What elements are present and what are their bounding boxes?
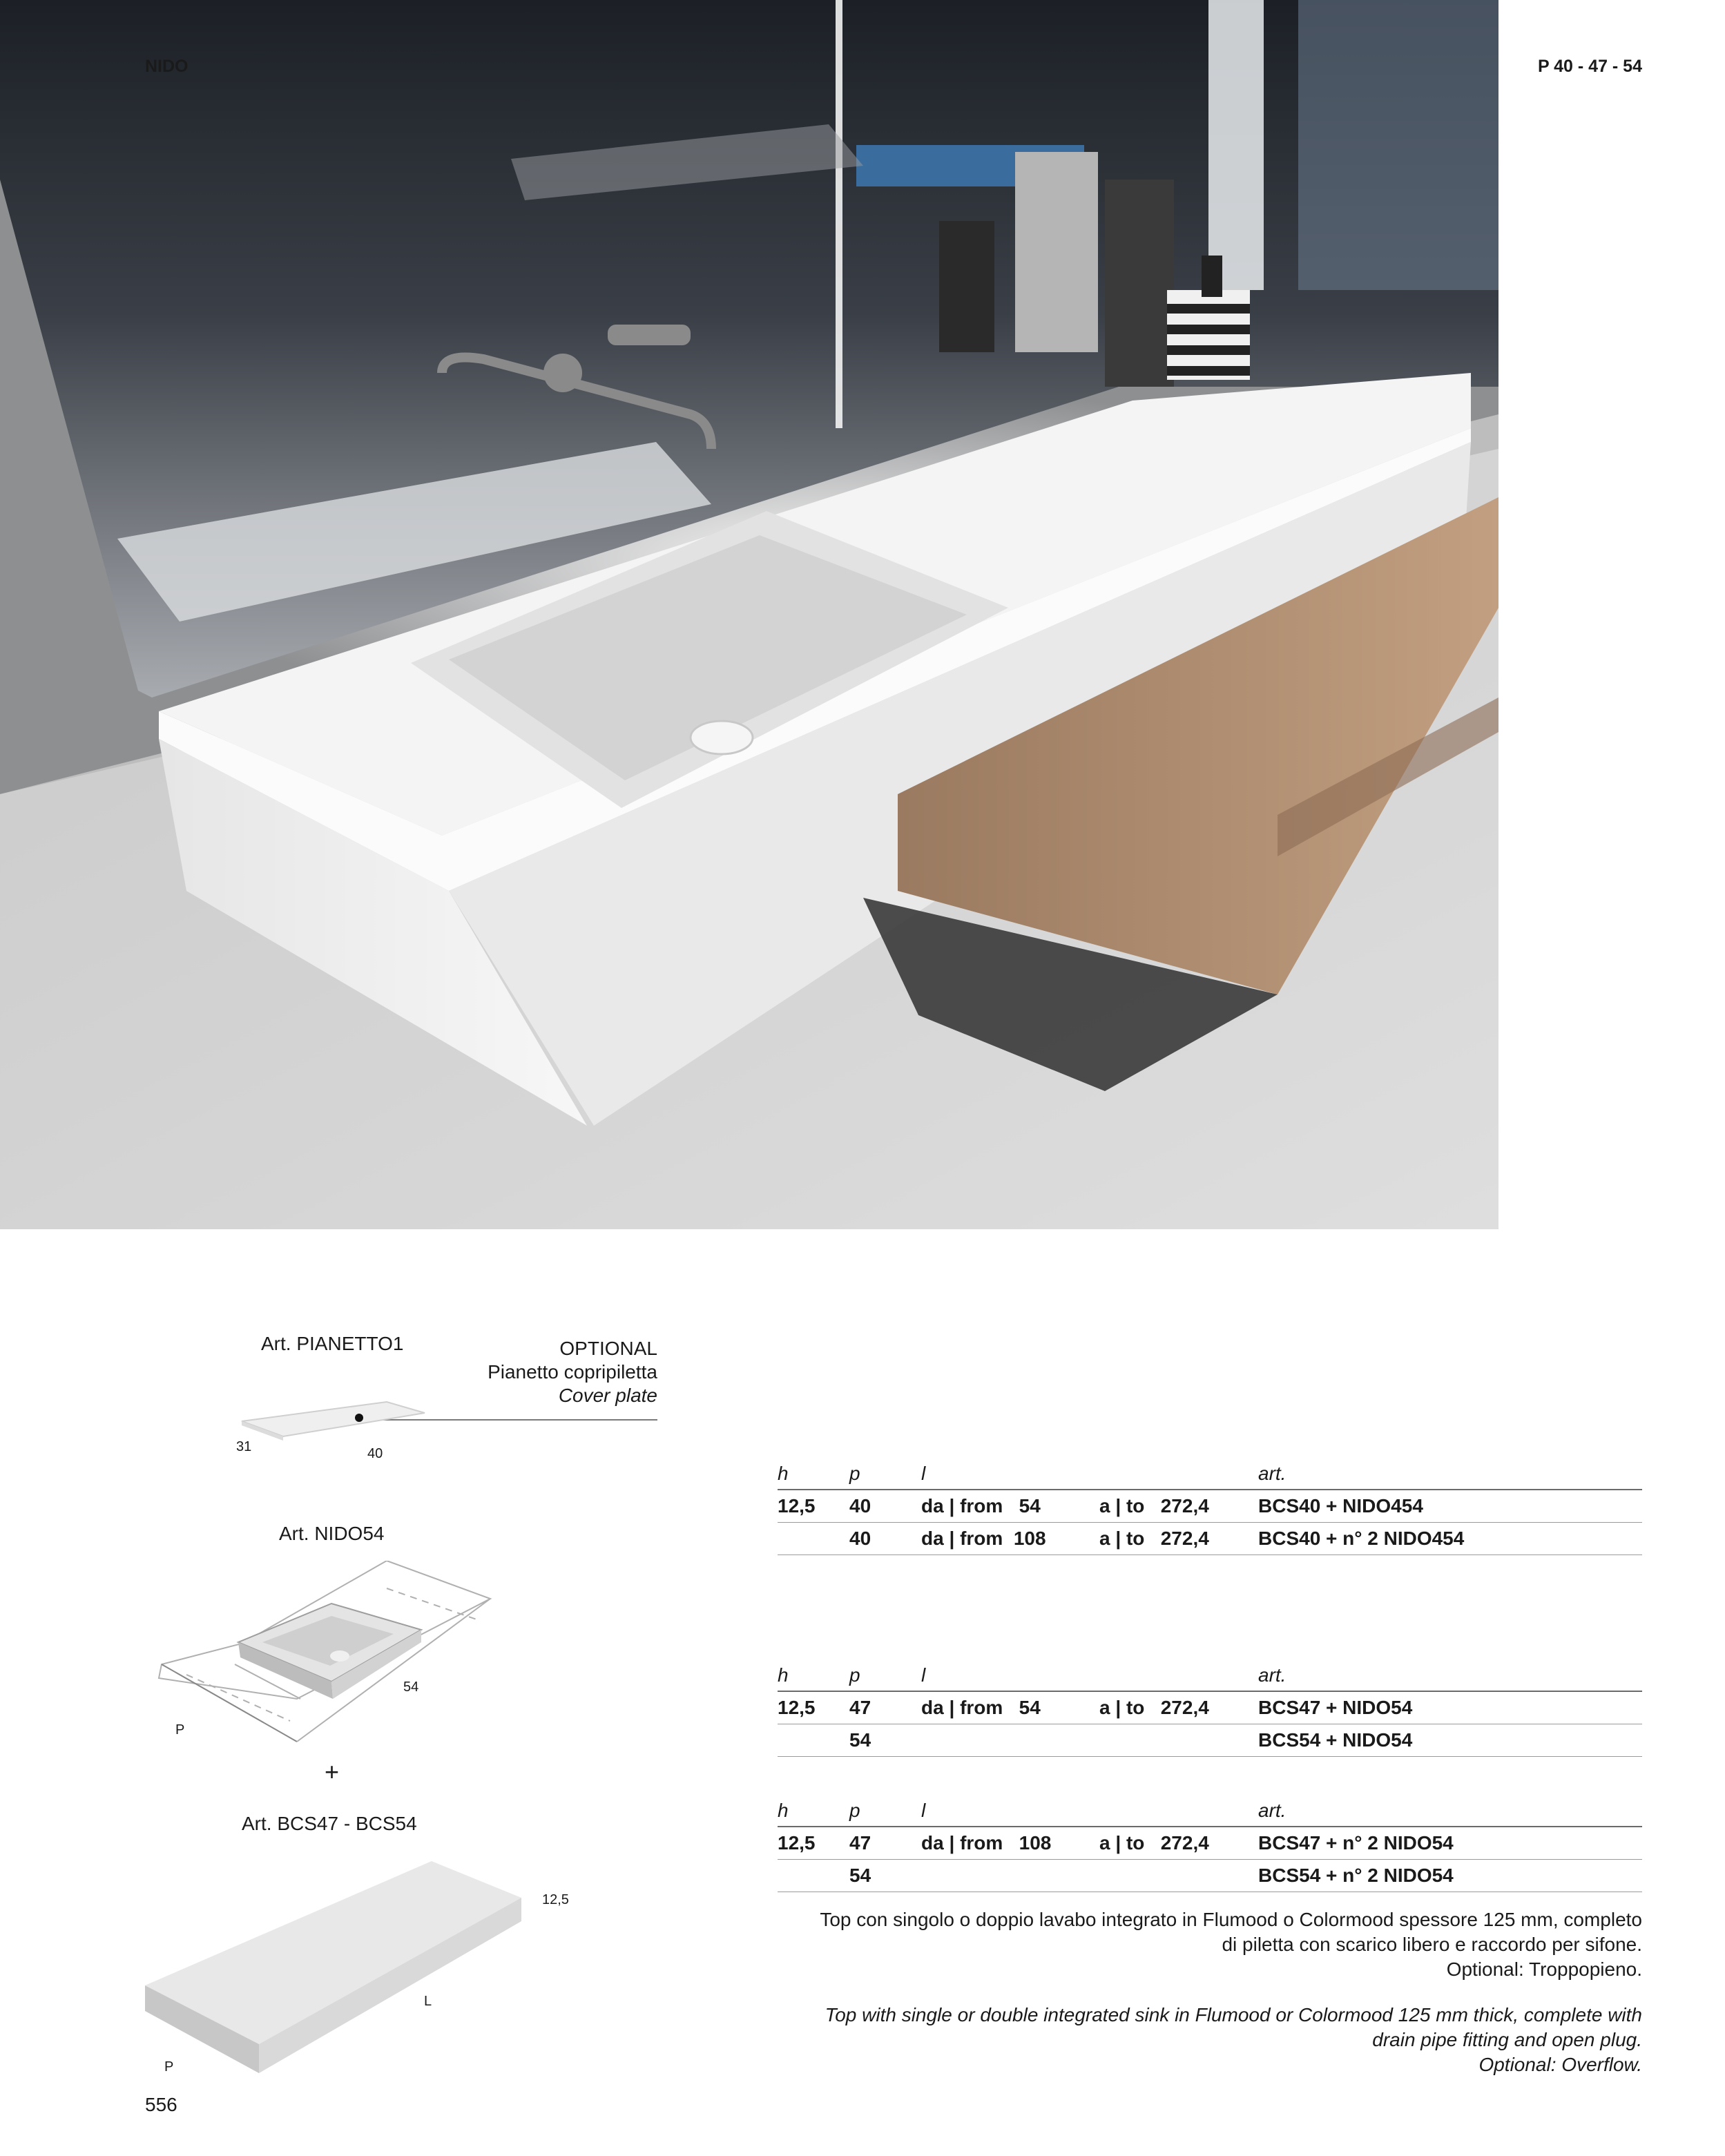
cell-l-to: a | to 272,4 bbox=[1099, 1691, 1258, 1724]
cell-art: BCS40 + n° 2 NIDO454 bbox=[1258, 1523, 1642, 1555]
header-h: h bbox=[778, 1796, 849, 1827]
description-en-line-3: Optional: Overflow. bbox=[1478, 2054, 1642, 2075]
nido-sink-drawing bbox=[152, 1561, 511, 1761]
table-row bbox=[778, 1827, 1642, 1860]
description-en-line-1: Top with single or double integrated sink in Flumood or Colormood 125 mm thick, complete with bbox=[825, 2004, 1642, 2025]
nido-dim-p: P bbox=[175, 1722, 185, 1738]
art-bcs-label: Art. BCS47 - BCS54 bbox=[242, 1813, 417, 1834]
header-l: l bbox=[921, 1796, 1099, 1827]
cell-l-from bbox=[921, 1724, 1099, 1757]
cell-p: 40 bbox=[849, 1523, 921, 1555]
cell-l-to bbox=[1099, 1860, 1258, 1892]
table-row bbox=[778, 1490, 1642, 1523]
table-header-row bbox=[778, 1660, 1642, 1691]
table-row bbox=[778, 1691, 1642, 1724]
cell-art: BCS40 + NIDO454 bbox=[1258, 1490, 1642, 1523]
cell-p: 47 bbox=[849, 1827, 921, 1860]
bcs-dim-l: L bbox=[424, 1994, 432, 2009]
cell-art: BCS54 + n° 2 NIDO54 bbox=[1258, 1860, 1642, 1892]
table-row bbox=[778, 1724, 1642, 1757]
cell-art: BCS47 + n° 2 NIDO54 bbox=[1258, 1827, 1642, 1860]
cover-plate-name-it: Pianetto copripiletta bbox=[488, 1361, 657, 1383]
bcs-dim-p: P bbox=[164, 2059, 174, 2075]
cover-plate-drawing bbox=[228, 1394, 435, 1463]
header-art: art. bbox=[1258, 1796, 1642, 1827]
header-art: art. bbox=[1258, 1459, 1642, 1490]
header-to bbox=[1099, 1459, 1258, 1490]
cell-h: 12,5 bbox=[778, 1490, 849, 1523]
spec-table-1 bbox=[778, 1459, 1642, 1555]
cover-plate-dim-b: 40 bbox=[367, 1446, 383, 1461]
table-row bbox=[778, 1860, 1642, 1892]
header-p: p bbox=[849, 1660, 921, 1691]
section-title: NIDO bbox=[145, 57, 189, 76]
bcs-top-drawing bbox=[142, 1858, 528, 2086]
cover-plate-name-en: Cover plate bbox=[558, 1385, 657, 1406]
description-it-line-3: Optional: Troppopieno. bbox=[1446, 1958, 1642, 1980]
header-h: h bbox=[778, 1459, 849, 1490]
cell-h: 12,5 bbox=[778, 1691, 849, 1724]
nido-dim-l: 54 bbox=[403, 1679, 419, 1695]
cell-p: 40 bbox=[849, 1490, 921, 1523]
cell-h bbox=[778, 1724, 849, 1757]
cell-p: 54 bbox=[849, 1724, 921, 1757]
cell-l-from: da | from 108 bbox=[921, 1827, 1099, 1860]
cell-l-to: a | to 272,4 bbox=[1099, 1490, 1258, 1523]
page-reference: P 40 - 47 - 54 bbox=[1537, 57, 1642, 76]
cell-h: 12,5 bbox=[778, 1827, 849, 1860]
cell-l-from bbox=[921, 1860, 1099, 1892]
cover-plate-dim-a: 31 bbox=[236, 1439, 252, 1454]
art-pianetto-label: Art. PIANETTO1 bbox=[261, 1333, 404, 1354]
header-l: l bbox=[921, 1459, 1099, 1490]
cell-l-from: da | from 108 bbox=[921, 1523, 1099, 1555]
table-header-row bbox=[778, 1459, 1642, 1490]
cell-p: 47 bbox=[849, 1691, 921, 1724]
description-it-line-1: Top con singolo o doppio lavabo integrato in Flumood o Colormood spessore 125 mm, completo bbox=[820, 1909, 1642, 1930]
header-art: art. bbox=[1258, 1660, 1642, 1691]
optional-label: OPTIONAL bbox=[559, 1338, 657, 1359]
optional-caption bbox=[414, 1337, 657, 1407]
spec-table-3 bbox=[778, 1796, 1642, 1892]
description-en bbox=[778, 2003, 1642, 2077]
table-row bbox=[778, 1523, 1642, 1555]
header-to bbox=[1099, 1796, 1258, 1827]
cell-art: BCS54 + NIDO54 bbox=[1258, 1724, 1642, 1757]
art-nido-label: Art. NIDO54 bbox=[279, 1523, 385, 1544]
description-en-line-2: drain pipe fitting and open plug. bbox=[1372, 2029, 1642, 2050]
plus-sign: + bbox=[325, 1758, 340, 1786]
cell-h bbox=[778, 1523, 849, 1555]
product-photo bbox=[0, 0, 1498, 1229]
cell-l-to bbox=[1099, 1724, 1258, 1757]
spec-table-2 bbox=[778, 1660, 1642, 1757]
header-p: p bbox=[849, 1459, 921, 1490]
cell-art: BCS47 + NIDO54 bbox=[1258, 1691, 1642, 1724]
page-number: 556 bbox=[145, 2094, 177, 2115]
cell-l-from: da | from 54 bbox=[921, 1691, 1099, 1724]
cell-h bbox=[778, 1860, 849, 1892]
header-l: l bbox=[921, 1660, 1099, 1691]
cell-p: 54 bbox=[849, 1860, 921, 1892]
description-it-line-2: di piletta con scarico libero e raccordo per sifone. bbox=[1222, 1934, 1642, 1955]
header-p: p bbox=[849, 1796, 921, 1827]
header-to bbox=[1099, 1660, 1258, 1691]
bcs-dim-h: 12,5 bbox=[542, 1892, 569, 1907]
cell-l-to: a | to 272,4 bbox=[1099, 1523, 1258, 1555]
table-header-row bbox=[778, 1796, 1642, 1827]
cell-l-to: a | to 272,4 bbox=[1099, 1827, 1258, 1860]
header-h: h bbox=[778, 1660, 849, 1691]
cell-l-from: da | from 54 bbox=[921, 1490, 1099, 1523]
description-it bbox=[778, 1907, 1642, 1982]
